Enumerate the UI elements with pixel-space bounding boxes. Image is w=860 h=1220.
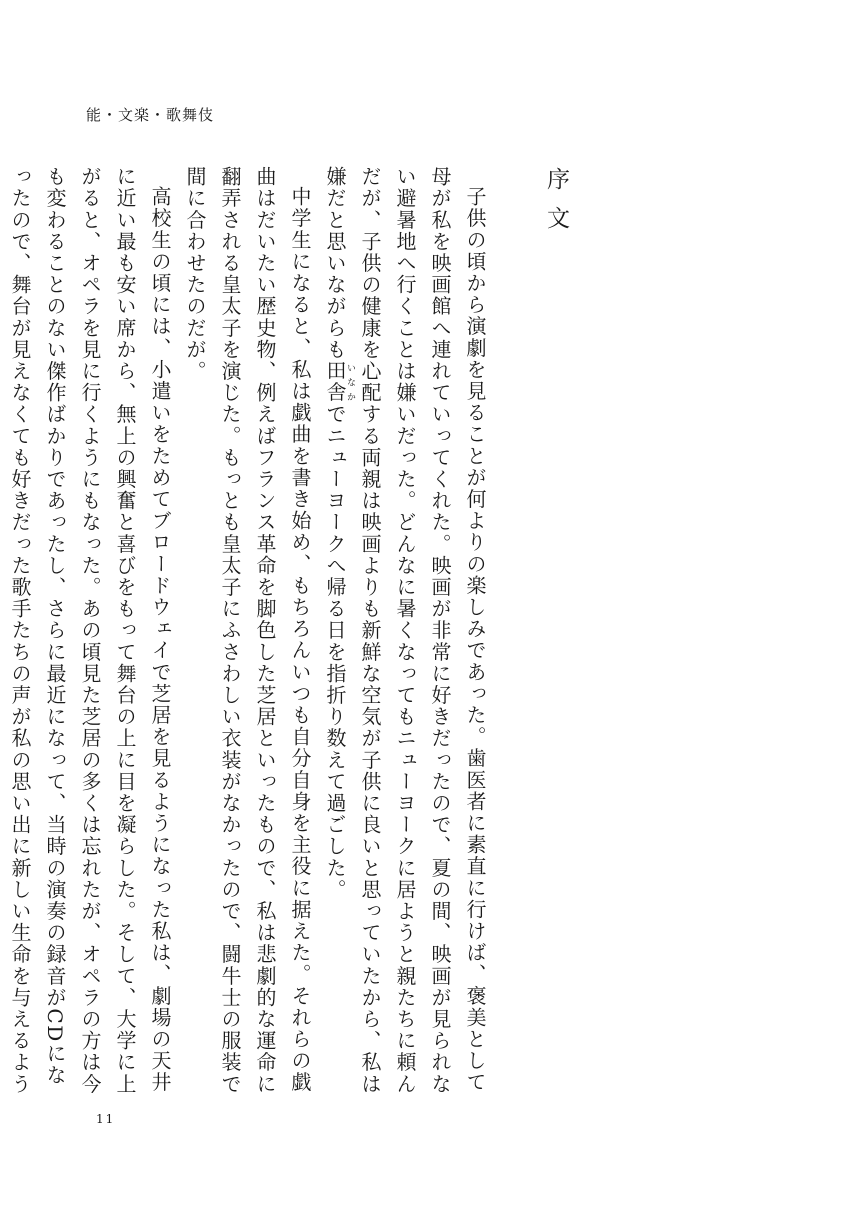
running-head: 能・文楽・歌舞伎 [86, 106, 215, 124]
paragraph-2: 中学生になると、私は戯曲を書き始め、もちろんいつも自分自身を主役に据えた。それらの戯曲はだいたい歴史物、例えばフランス革命を脚色した芝居といったもので、私は悲劇的な運命に翻弄される皇太子を演じた。もっとも皇太子にふさわしい衣装がなかったので、闘牛士の服装で間に合わせたのだが。 [183, 166, 312, 1095]
paragraph-1-text-a: 子供の頃から演劇を見ることが何よりの楽しみであった。歯医者に素直に行けば、褒美として母が私を映画館へ連れていってくれた。映画が非常に好きだったので、夏の間、映画が見られない避暑地へ行くことは嫌いだった。どんなに暑くなってもニューヨークに居ようと親たちに頼んだが、子供の健康を心配する両親は映画よりも新鮮な空気が子供に良いと思っていたから、私は嫌だと思いながらも [323, 166, 487, 1095]
paragraph-3: 高校生の頃には、小遣いをためてブロードウェイで芝居を見るようになった私は、劇場の天井に近い最も安い席から、無上の興奮と喜びをもって舞台の上に目を凝らした。そして、大学に上がると、オペラを見に行くようにもなった。あの頃見た芝居の多くは忘れたが、オペラの方は今も変わることのない傑作ばかりであったし、さらに最近になって、当時の演奏の録音がCDになったので、舞台が見えなくても好きだった歌手たちの声が私の思い出に新しい生命を与えるよう [8, 166, 172, 1095]
furigana-inaka [323, 360, 355, 404]
paragraph-1-text-b: でニューヨークへ帰る日を指折り数えて過ごした。 [323, 403, 347, 901]
furigana-base: 田舎 [323, 360, 347, 404]
body-text [8, 166, 492, 1096]
chapter-title: 序文 [543, 167, 569, 245]
page-number: 11 [96, 1112, 116, 1126]
paragraph-1 [317, 166, 492, 1096]
furigana-reading: いなか [345, 360, 355, 404]
